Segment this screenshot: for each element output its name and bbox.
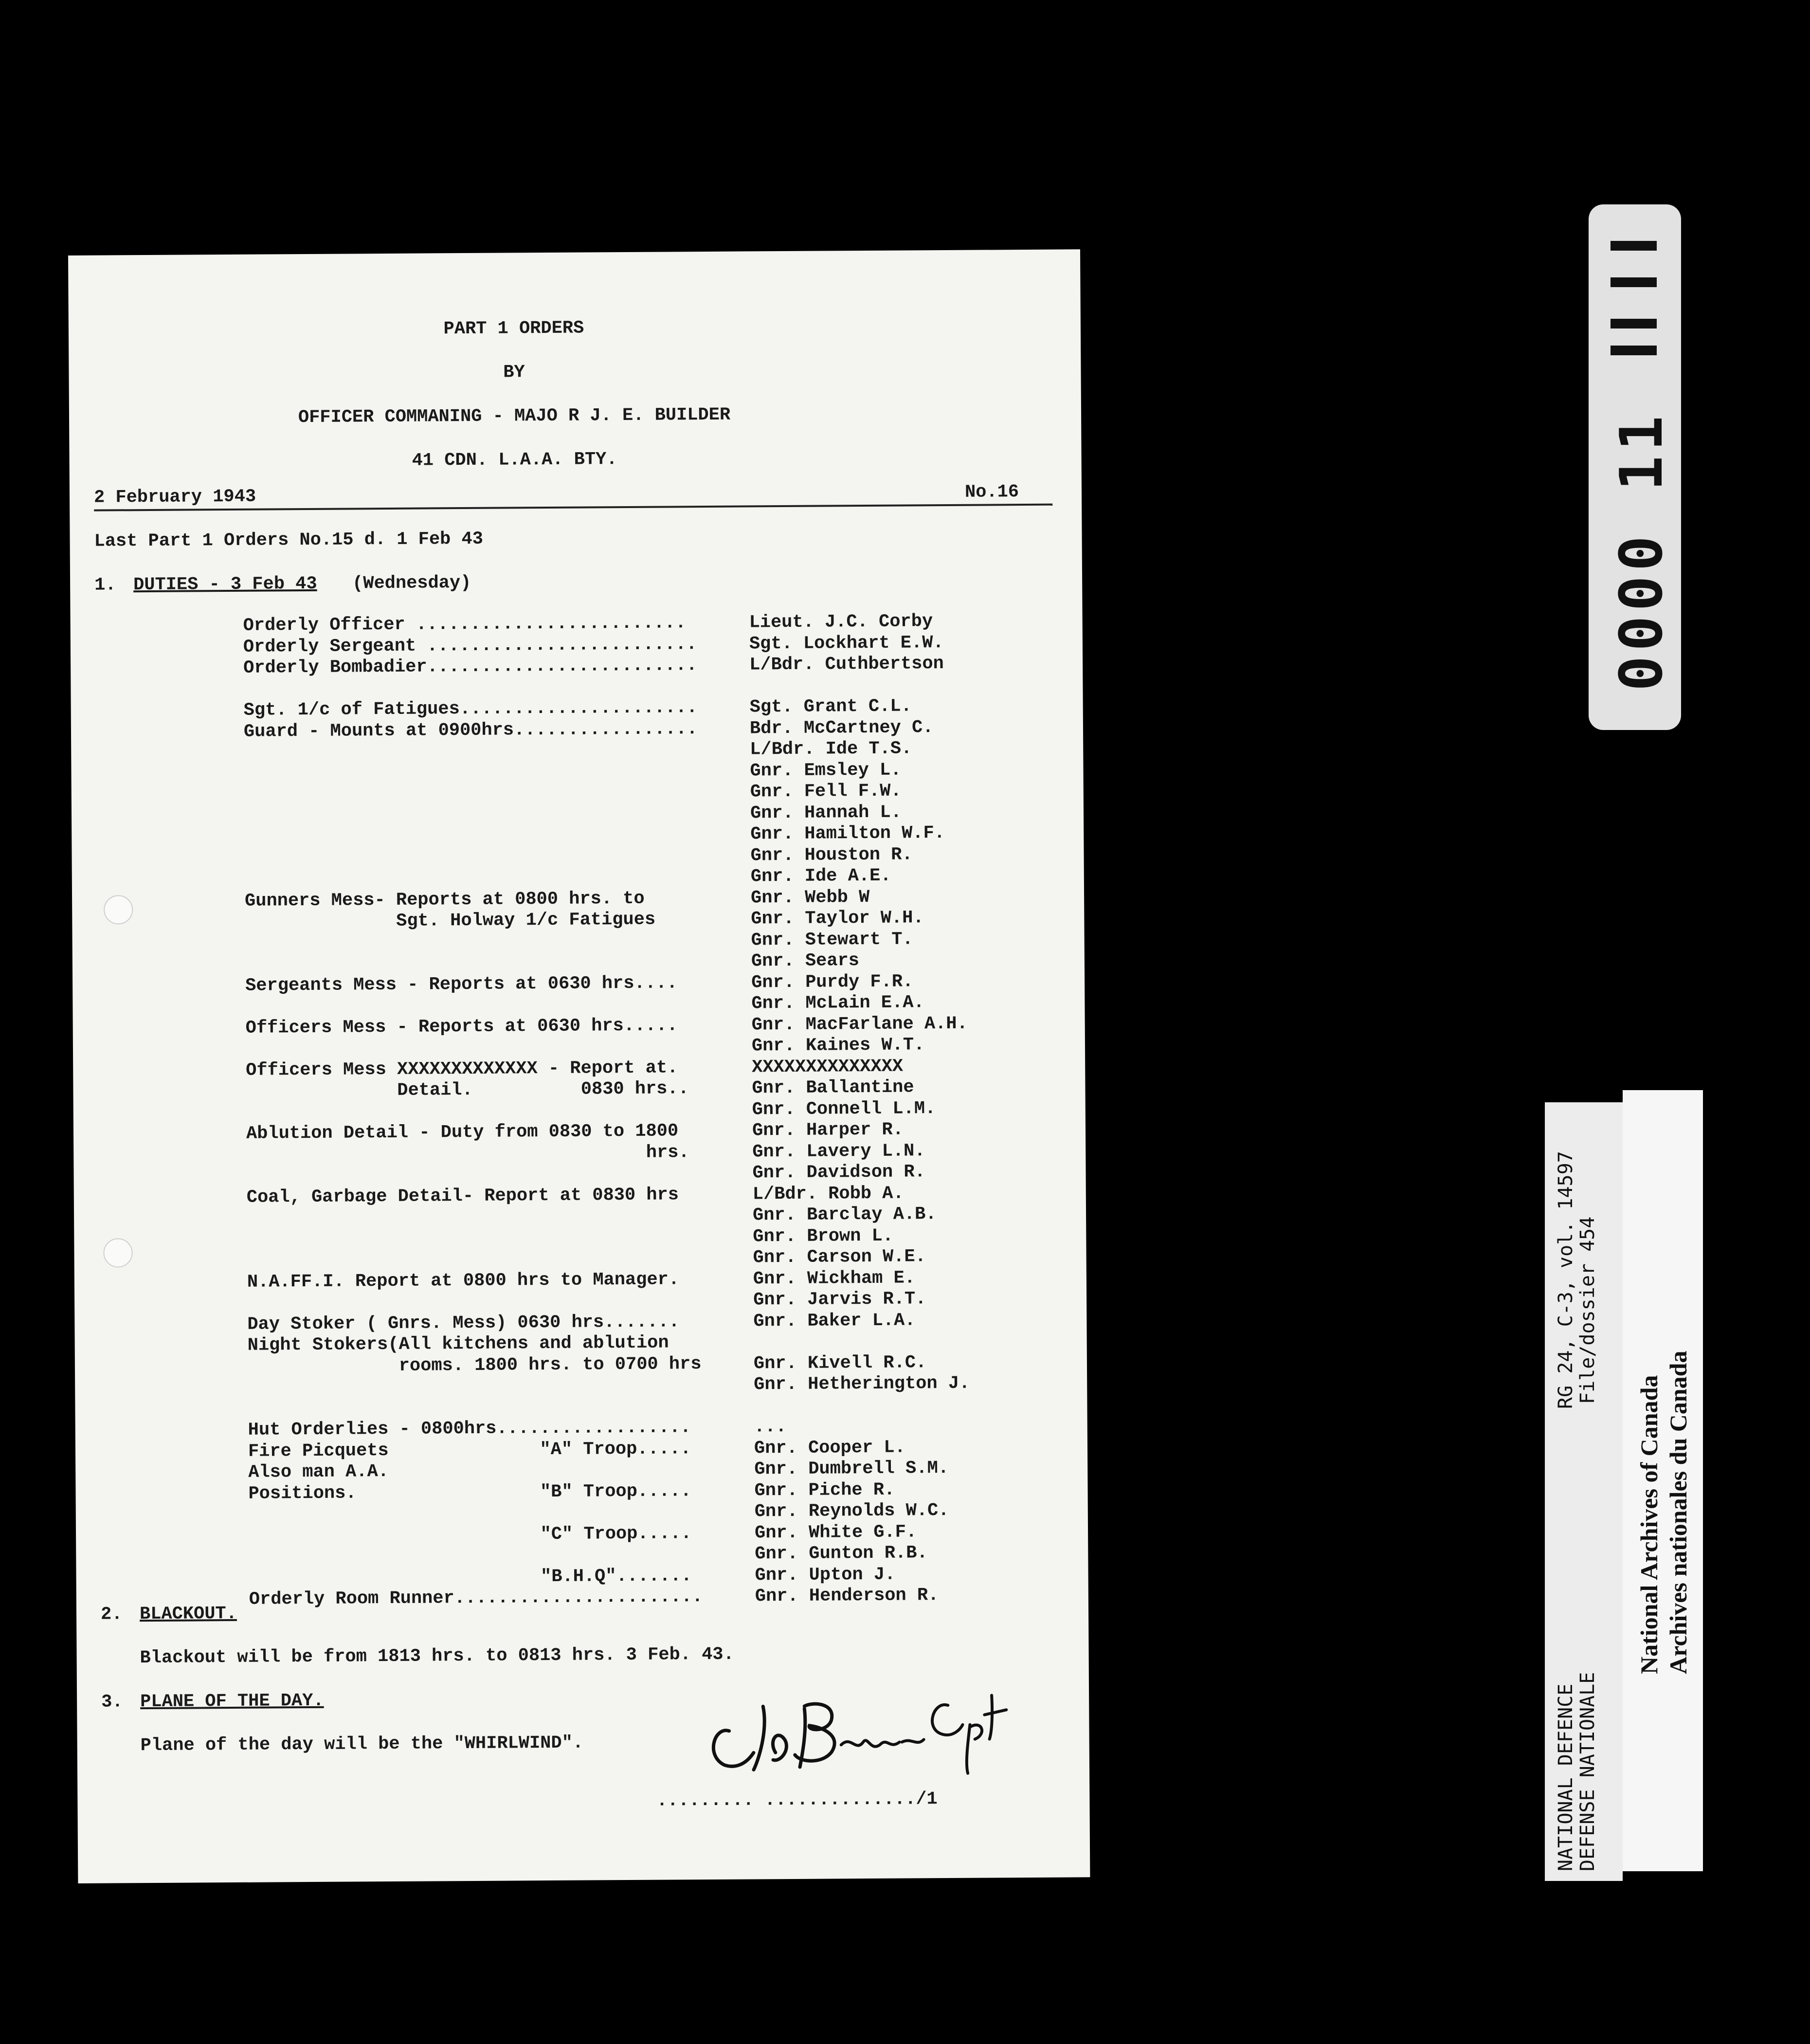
duty-assignee: Gnr. White G.F. (754, 1521, 917, 1543)
duty-assignee: Lieut. J.C. Corby (749, 611, 933, 633)
duty-description: Sgt. Holway 1/c Fatigues (245, 909, 656, 932)
duty-assignee: Gnr. Piche R. (754, 1479, 895, 1501)
duty-assignee: Gnr. Emsley L. (750, 760, 902, 781)
last-orders: Last Part 1 Orders No.15 d. 1 Feb 43 (94, 529, 484, 552)
duty-assignee: Gnr. Cooper L. (754, 1437, 905, 1459)
duty-assignee: Gnr. Sears (751, 950, 860, 972)
document-page (68, 249, 1090, 1883)
duty-description: Detail. 0830 hrs.. (246, 1078, 689, 1102)
duty-description: Orderly Sergeant ......................... (243, 634, 697, 657)
duty-assignee: Gnr. Carson W.E. (753, 1246, 926, 1268)
defence-en: NATIONAL DEFENCE (1555, 1683, 1577, 1871)
frame-number: 0000 11 (1608, 411, 1676, 691)
duty-assignee: Gnr. Hamilton W.F. (750, 823, 945, 845)
duty-assignee: Gnr. Harper R. (752, 1119, 904, 1141)
header-officer: OFFICER COMMANING - MAJO R J. E. BUILDER (298, 404, 731, 428)
duty-description: Positions. "B" Troop..... (248, 1480, 692, 1504)
archives-label (1623, 1090, 1703, 1871)
archive-reference-label (1545, 1102, 1623, 1881)
duty-assignee: Gnr. Barclay A.B. (752, 1204, 937, 1226)
punch-hole-top (104, 895, 133, 924)
frame-number-strip (1589, 204, 1681, 730)
duty-assignee: Gnr. Webb W (750, 887, 870, 908)
blackout-text: Blackout will be from 1813 hrs. to 0813 hrs. 3 Feb. 43. (140, 1644, 734, 1669)
archives-en: National Archives of Canada (1635, 1375, 1663, 1674)
duty-description: Officers Mess - Reports at 0630 hrs..... (245, 1015, 678, 1039)
duty-assignee: Gnr. Gunton R.B. (755, 1543, 928, 1565)
blackout-heading: BLACKOUT. (139, 1603, 237, 1625)
duty-description: hrs. (246, 1142, 689, 1166)
archives-fr: Archives nationales du Canada (1665, 1350, 1692, 1674)
archive-file: File/dossier 454 (1576, 1216, 1599, 1404)
duty-description: Also man A.A. (248, 1461, 389, 1483)
duty-description: Sgt. 1/c of Fatigues...................... (243, 697, 698, 721)
duty-assignee: Gnr. Brown L. (753, 1225, 894, 1247)
duty-assignee: Gnr. Baker L.A. (753, 1310, 916, 1332)
archive-reference: RG 24, C-3, vol. 14597 (1555, 1151, 1577, 1409)
duty-description: "C" Troop..... (248, 1523, 692, 1547)
duty-description: Coal, Garbage Detail- Report at 0830 hrs (246, 1184, 679, 1208)
duty-assignee: Sgt. Lockhart E.W. (749, 632, 944, 654)
plane-num: 3. (101, 1692, 123, 1713)
duty-description: Officers Mess XXXXXXXXXXXXX - Report at. (246, 1057, 678, 1081)
duty-description: "B.H.Q"....... (249, 1565, 692, 1589)
duty-assignee: XXXXXXXXXXXXXX (752, 1056, 904, 1077)
duty-description: Night Stokers(All kitchens and ablution (247, 1332, 669, 1356)
duty-assignee: Gnr. Davidson R. (752, 1162, 925, 1184)
blackout-num: 2. (100, 1604, 123, 1625)
duty-description: Fire Picquets "A" Troop..... (248, 1438, 691, 1462)
duty-assignee: Gnr. Upton J. (755, 1564, 896, 1586)
defence-fr: DEFENSE NATIONALE (1576, 1672, 1599, 1871)
duty-description: Sergeants Mess - Reports at 0630 hrs.... (245, 972, 678, 996)
duty-assignee: Gnr. Kaines W.T. (751, 1035, 925, 1057)
frame-mark (1611, 277, 1657, 287)
duty-assignee: Gnr. Purdy F.R. (751, 971, 914, 993)
duty-description: Day Stoker ( Gnrs. Mess) 0630 hrs....... (247, 1311, 680, 1335)
duty-assignee: Gnr. Ballantine (752, 1077, 914, 1099)
punch-hole-bottom (103, 1238, 132, 1267)
duty-assignee: Gnr. Reynolds W.C. (754, 1500, 949, 1522)
frame-mark (1611, 346, 1657, 355)
duty-assignee: Gnr. McLain E.A. (751, 992, 924, 1014)
duty-assignee: L/Bdr. Robb A. (752, 1183, 904, 1204)
header-title: PART 1 ORDERS (443, 318, 584, 340)
order-number: No.16 (964, 482, 1019, 503)
duty-assignee: Gnr. Houston R. (750, 844, 913, 866)
handwritten-signature (695, 1646, 1056, 1795)
duty-assignee: Gnr. Ide A.E. (750, 865, 891, 887)
duty-assignee: Gnr. Jarvis R.T. (753, 1289, 926, 1311)
duty-description: Gunners Mess- Reports at 0800 hrs. to (244, 888, 645, 912)
duty-assignee: Gnr. Dumbrell S.M. (754, 1458, 949, 1480)
duty-description: N.A.FF.I. Report at 0800 hrs to Manager. (247, 1269, 680, 1293)
duty-assignee: Gnr. Connell L.M. (752, 1098, 936, 1120)
duty-assignee: Gnr. Henderson R. (755, 1585, 939, 1607)
duties-heading: DUTIES - 3 Feb 43 (133, 573, 317, 596)
duty-assignee: Gnr. Fell F.W. (750, 781, 902, 803)
duty-assignee: Gnr. Hannah L. (750, 802, 902, 823)
signature-line: ......... ............../1 (656, 1789, 938, 1811)
duties-day: (Wednesday) (352, 572, 471, 594)
order-date: 2 February 1943 (93, 486, 256, 508)
duty-assignee: Sgt. Grant C.L. (749, 696, 912, 718)
header-by: BY (503, 362, 525, 383)
duty-description: Orderly Officer ......................... (243, 613, 687, 636)
duty-assignee: Gnr. Hetherington J. (754, 1373, 970, 1395)
duty-assignee: Gnr. Taylor W.H. (751, 908, 924, 930)
plane-text: Plane of the day will be the "WHIRLWIND". (140, 1733, 584, 1756)
duty-assignee: Bdr. McCartney C. (749, 717, 934, 739)
duty-description: Orderly Room Runner....................... (249, 1587, 703, 1610)
frame-mark (1611, 241, 1657, 251)
duty-description: Guard - Mounts at 0900hrs................. (243, 718, 698, 742)
duty-assignee: Gnr. MacFarlane A.H. (751, 1013, 968, 1035)
duty-description: rooms. 1800 hrs. to 0700 hrs (247, 1353, 702, 1377)
duty-description: Ablution Detail - Duty from 0830 to 1800 (246, 1121, 679, 1144)
duty-description: Hut Orderlies - 0800hrs.................. (248, 1417, 691, 1441)
duty-description: Orderly Bombadier......................... (243, 655, 697, 678)
duty-assignee: ... (754, 1417, 787, 1438)
duty-assignee: Gnr. Lavery L.N. (752, 1140, 925, 1162)
duty-assignee: Gnr. Kivell R.C. (753, 1352, 927, 1374)
duty-assignee: L/Bdr. Ide T.S. (750, 738, 912, 760)
header-unit: 41 CDN. L.A.A. BTY. (412, 449, 617, 471)
duty-assignee: L/Bdr. Cuthbertson (749, 654, 944, 675)
duties-num: 1. (94, 575, 116, 596)
duty-assignee: Gnr. Wickham E. (753, 1267, 916, 1289)
frame-mark (1611, 319, 1657, 328)
duty-assignee: Gnr. Stewart T. (751, 929, 913, 950)
plane-heading: PLANE OF THE DAY. (140, 1690, 324, 1713)
